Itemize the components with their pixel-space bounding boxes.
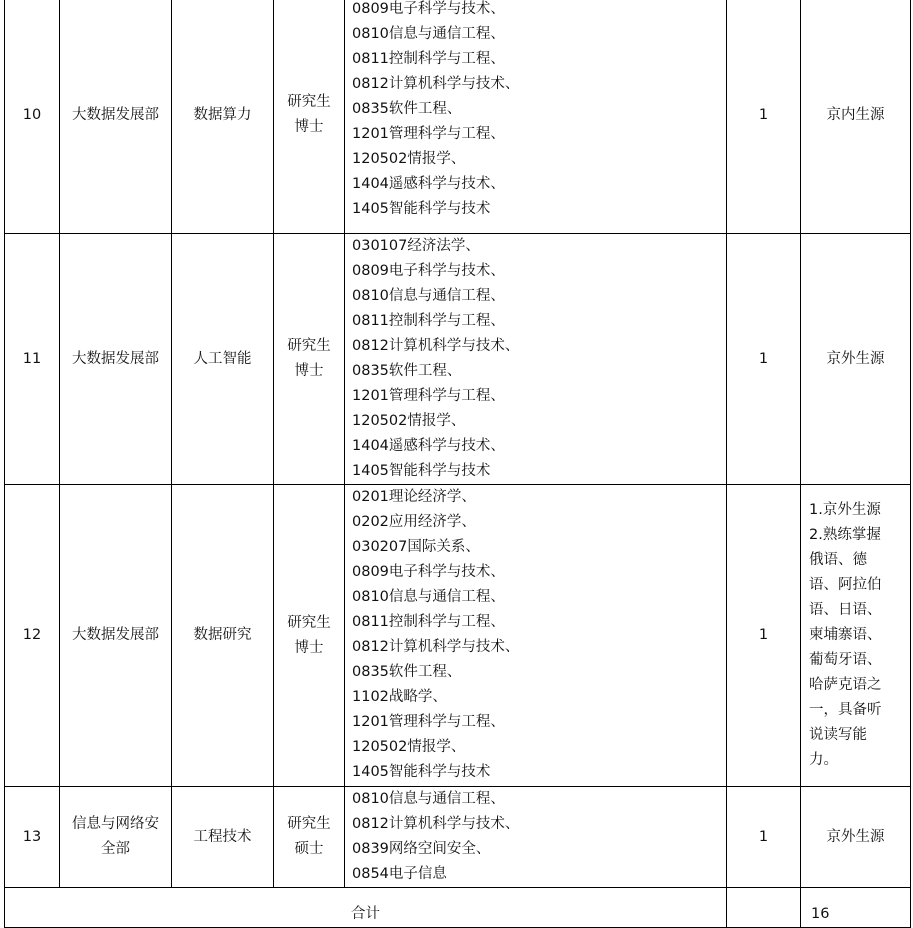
department-line: 大数据发展部	[72, 106, 159, 123]
count-cell: 1	[727, 485, 801, 787]
notes-line: 葡萄牙语、	[809, 652, 882, 668]
count-cell: 1	[727, 787, 801, 888]
notes-line: 京外生源	[826, 828, 885, 845]
education-line: 博士	[294, 119, 324, 135]
majors-cell	[345, 485, 727, 787]
education-cell	[274, 787, 345, 888]
department-cell	[60, 485, 172, 787]
education-cell	[274, 0, 345, 234]
notes-line: 力。	[809, 752, 838, 768]
notes-cell	[801, 485, 911, 787]
major-item: 0839网络空间安全、	[352, 841, 491, 857]
education-cell	[274, 485, 345, 787]
major-item: 0811控制科学与工程、	[352, 614, 505, 630]
major-item: 120502情报学、	[352, 739, 466, 755]
education-line: 研究生	[287, 614, 331, 631]
major-item: 1405智能科学与技术	[352, 463, 491, 479]
notes-line: 语、阿拉伯	[809, 577, 882, 593]
row-number-cell: 10	[5, 0, 60, 234]
education-line: 研究生	[287, 94, 331, 110]
department-line: 大数据发展部	[72, 350, 159, 367]
education-line: 博士	[294, 639, 324, 656]
major-item: 0201理论经济学、	[352, 489, 476, 505]
notes-line: 京外生源	[826, 350, 885, 367]
count-cell: 1	[727, 0, 801, 234]
major-item: 0835软件工程、	[352, 664, 462, 680]
major-item: 1404遥感科学与技术、	[352, 176, 505, 192]
row-number-cell: 12	[5, 485, 60, 787]
notes-line: 哈萨克语之	[809, 677, 882, 693]
department-line: 信息与网络安	[72, 816, 159, 832]
major-item: 0812计算机科学与技术、	[352, 639, 520, 655]
major-item: 0810信息与通信工程、	[352, 288, 505, 304]
positions-table	[4, 0, 911, 928]
major-item: 0812计算机科学与技术、	[352, 338, 520, 354]
count-cell: 1	[727, 234, 801, 485]
notes-cell	[801, 0, 911, 234]
notes-line: 俄语、德	[809, 552, 867, 568]
major-item: 0810信息与通信工程、	[352, 26, 505, 42]
major-item: 0835软件工程、	[352, 363, 462, 379]
table-row	[5, 787, 911, 888]
position-cell: 数据研究	[172, 485, 274, 787]
major-item: 1102战略学、	[352, 689, 447, 705]
total-label: 合计	[5, 888, 727, 928]
notes-line: 一，具备听	[809, 702, 882, 718]
major-item: 0809电子科学与技术、	[352, 263, 505, 279]
department-cell	[60, 0, 172, 234]
department-line: 大数据发展部	[72, 627, 159, 643]
major-item: 0835软件工程、	[352, 101, 462, 117]
education-line: 研究生	[287, 816, 331, 832]
position-cell: 人工智能	[172, 234, 274, 485]
row-number-cell: 11	[5, 234, 60, 485]
major-item: 0809电子科学与技术、	[352, 564, 505, 580]
education-cell	[274, 234, 345, 485]
education-line: 硕士	[294, 841, 324, 857]
total-row	[5, 888, 911, 928]
department-line: 全部	[101, 841, 130, 857]
majors-cell	[345, 234, 727, 485]
notes-line: 语、日语、	[809, 602, 882, 618]
major-item: 0810信息与通信工程、	[352, 589, 505, 605]
notes-cell	[801, 234, 911, 485]
major-item: 1405智能科学与技术	[352, 764, 491, 780]
major-item: 1201管理科学与工程、	[352, 714, 505, 730]
notes-line: 1.京外生源	[809, 502, 881, 518]
notes-line: 京内生源	[826, 106, 885, 123]
table-row	[5, 485, 911, 787]
department-cell	[60, 787, 172, 888]
major-item: 0202应用经济学、	[352, 514, 476, 530]
major-item: 030107经济法学、	[352, 238, 480, 254]
total-count: 16	[801, 888, 911, 928]
major-item: 120502情报学、	[352, 413, 466, 429]
major-item: 0812计算机科学与技术、	[352, 76, 520, 92]
education-line: 研究生	[287, 338, 331, 354]
notes-line: 说读写能	[809, 727, 867, 743]
position-cell: 数据算力	[172, 0, 274, 234]
row-number-cell: 13	[5, 787, 60, 888]
education-line: 博士	[294, 363, 324, 379]
department-cell	[60, 234, 172, 485]
major-item: 1405智能科学与技术	[352, 201, 491, 217]
notes-line: 2.熟练掌握	[809, 527, 881, 543]
table-row	[5, 234, 911, 485]
major-item: 0809电子科学与技术、	[352, 1, 505, 17]
major-item: 0811控制科学与工程、	[352, 313, 505, 329]
table-row	[5, 0, 911, 234]
majors-cell	[345, 0, 727, 234]
major-item: 0812计算机科学与技术、	[352, 816, 520, 832]
major-item: 0810信息与通信工程、	[352, 791, 505, 807]
notes-line: 柬埔寨语、	[809, 627, 882, 643]
major-item: 1404遥感科学与技术、	[352, 438, 505, 454]
notes-cell	[801, 787, 911, 888]
major-item: 120502情报学、	[352, 151, 466, 167]
major-item: 1201管理科学与工程、	[352, 126, 505, 142]
position-cell: 工程技术	[172, 787, 274, 888]
major-item: 0854电子信息	[352, 866, 447, 882]
major-item: 0811控制科学与工程、	[352, 51, 505, 67]
total-spacer-cell	[727, 888, 801, 928]
major-item: 1201管理科学与工程、	[352, 388, 505, 404]
major-item: 030207国际关系、	[352, 539, 480, 555]
majors-cell	[345, 787, 727, 888]
